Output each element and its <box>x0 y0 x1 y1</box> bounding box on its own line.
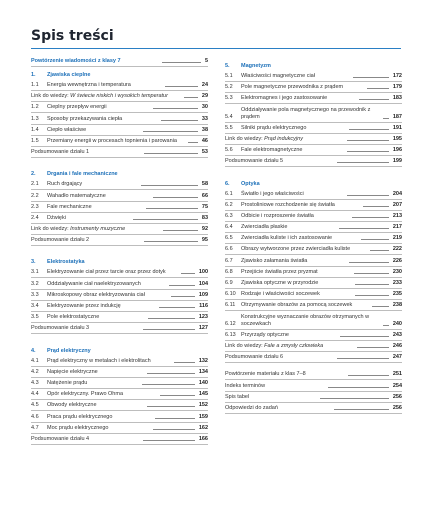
toc-entry-page: 213 <box>392 212 403 219</box>
toc-entry-page: 251 <box>392 371 402 378</box>
chapter-title: Elektrostatyka <box>47 259 85 266</box>
toc-entry-text: Ruch drgający <box>47 181 83 188</box>
toc-entry[interactable] <box>225 136 402 145</box>
toc-entry-number: 2.2 <box>31 192 39 199</box>
leader-line <box>347 151 389 152</box>
toc-entry-page: 33 <box>201 115 208 122</box>
leader-line <box>372 306 389 307</box>
page-title: Spis treści <box>31 28 114 44</box>
toc-entry-number: 2.1 <box>31 181 39 188</box>
toc-entry-text-prefix: Link do wiedzy: <box>225 342 265 349</box>
toc-entry[interactable] <box>225 95 402 104</box>
toc-entry-text: Dźwięki <box>47 214 66 221</box>
toc-entry[interactable] <box>31 127 208 136</box>
chapter-heading[interactable] <box>31 259 208 266</box>
toc-entry[interactable] <box>225 125 402 134</box>
toc-entry[interactable] <box>225 213 402 222</box>
toc-entry[interactable] <box>225 191 402 200</box>
toc-entry-number: 6.1 <box>225 190 233 197</box>
toc-summary-entry[interactable] <box>31 237 208 246</box>
toc-entry[interactable] <box>225 224 402 233</box>
leader-line <box>188 142 197 143</box>
toc-entry[interactable] <box>225 258 402 267</box>
toc-entry-text: Indeks terminów <box>225 382 266 389</box>
toc-entry[interactable] <box>225 107 402 123</box>
toc-entry-page: 83 <box>201 214 209 221</box>
toc-entry-text: Podsumowanie działu 6 <box>225 354 284 361</box>
toc-entry-page: 226 <box>392 257 402 264</box>
toc-entry-number: 6.2 <box>225 201 233 208</box>
toc-entry-page: 53 <box>201 149 208 156</box>
toc-entry-page: 256 <box>392 393 402 400</box>
leader-line <box>143 440 195 441</box>
toc-entry-number: 5.1 <box>225 73 233 79</box>
leader-line <box>161 120 198 121</box>
toc-summary-entry[interactable] <box>225 158 402 167</box>
leader-line <box>357 347 389 348</box>
toc-entry[interactable] <box>225 73 402 82</box>
toc-entry-page: 134 <box>198 368 208 375</box>
chapter-heading[interactable] <box>225 181 402 188</box>
toc-entry-text <box>31 226 161 233</box>
toc-entry[interactable] <box>225 291 402 300</box>
toc-entry-text: Podsumowanie działu 3 <box>31 325 90 332</box>
toc-entry-text: Odbicie i rozproszenie światła <box>241 212 314 219</box>
leader-line <box>383 325 389 326</box>
toc-entry-page: 235 <box>392 291 402 298</box>
toc-entry[interactable] <box>31 82 208 91</box>
toc-entry-text <box>225 343 355 350</box>
toc-summary-entry[interactable] <box>225 394 402 403</box>
toc-entry[interactable] <box>31 414 208 423</box>
toc-entry-page: 127 <box>198 325 208 332</box>
leader-line <box>383 118 389 119</box>
leader-line <box>165 86 198 87</box>
chapter-title: Magnetyzm <box>241 63 271 69</box>
toc-entry-text: Prostoliniowe rozchodzenie się światła <box>241 201 335 208</box>
toc-entry-number: 1.2 <box>31 104 39 111</box>
leader-line <box>155 418 195 419</box>
toc-entry-text: Elektryzowanie ciał przez tarcie oraz przez dotyk <box>47 269 166 276</box>
leader-line <box>153 197 198 198</box>
toc-entry-page: 247 <box>392 354 402 361</box>
leader-line <box>160 395 195 396</box>
toc-entry-text: Napięcie elektryczne <box>47 368 98 375</box>
toc-entry-page: 140 <box>198 379 208 386</box>
toc-entry-page: 109 <box>198 291 209 298</box>
toc-left-column <box>31 58 208 453</box>
toc-entry-text: Przemiany energii w procesach topnienia i parowania <box>47 137 177 144</box>
toc-entry[interactable] <box>225 269 402 278</box>
leader-line <box>141 185 198 186</box>
leader-line <box>349 262 389 263</box>
leader-line <box>181 273 195 274</box>
toc-entry-text: Opór elektryczny. Prawo Ohma <box>47 391 124 398</box>
toc-entry-text: Spis tabel <box>225 393 250 400</box>
toc-entry[interactable] <box>31 204 208 213</box>
toc-entry[interactable] <box>225 202 402 211</box>
toc-entry-text: Oddziaływanie ciał naelektryzowanych <box>47 280 141 287</box>
toc-entry-page: 217 <box>392 224 402 231</box>
toc-entry-number: 6.6 <box>225 246 233 253</box>
leader-line <box>320 398 389 399</box>
toc-entry-text: Podsumowanie działu 5 <box>225 158 284 165</box>
toc-entry-text: Konstrukcyjne wyznaczanie obrazów otrzymanych w soczewkach <box>241 313 370 327</box>
toc-entry-page: 222 <box>392 246 402 253</box>
toc-entry-text: Elektromagnes i jego zastosowanie <box>241 95 328 102</box>
leader-line <box>148 318 195 319</box>
toc-entry-number: 6.3 <box>225 212 233 219</box>
toc-entry-page: 145 <box>198 391 209 398</box>
toc-entry-text: Mikroskopowy obraz elektryzowania ciał <box>47 291 145 298</box>
toc-entry[interactable] <box>31 181 208 190</box>
toc-entry-text: Energia wewnętrzna i temperatura <box>47 82 131 88</box>
toc-entry[interactable] <box>225 84 402 93</box>
toc-entry[interactable] <box>31 116 208 125</box>
leader-line <box>174 362 195 363</box>
leader-line <box>337 358 389 359</box>
toc-entry-page: 116 <box>199 303 208 309</box>
toc-entry-page: 132 <box>198 357 208 364</box>
section-gap <box>31 248 208 254</box>
section-gap <box>31 337 208 343</box>
toc-entry-page: 66 <box>201 192 209 199</box>
toc-entry-text: Natężenie prądu <box>47 379 88 386</box>
toc-entry-page: 29 <box>201 93 209 100</box>
toc-summary-entry[interactable] <box>225 354 402 363</box>
chapter-number: 2. <box>31 171 36 178</box>
toc-entry-page: 92 <box>201 226 209 233</box>
toc-entry[interactable] <box>31 138 208 147</box>
toc-entry[interactable] <box>225 280 402 289</box>
leader-line <box>363 206 389 207</box>
leader-line <box>337 162 389 163</box>
toc-entry-page: 219 <box>392 235 402 242</box>
toc-entry-page: 230 <box>392 268 402 275</box>
toc-entry-number: 5.5 <box>225 124 233 131</box>
toc-entry-number: 4.2 <box>31 368 39 375</box>
toc-entry-page: 166 <box>198 435 208 442</box>
toc-entry-page: 207 <box>392 201 403 208</box>
toc-entry-page: 95 <box>201 237 208 244</box>
toc-entry-text: Powtórzenie wiadomości z klasy 7 <box>31 58 121 64</box>
toc-entry[interactable] <box>31 269 208 278</box>
toc-entry-number: 1.5 <box>31 137 39 144</box>
toc-entry-text: Przejście światła przez pryzmat <box>241 268 318 275</box>
toc-entry-page: 187 <box>392 113 402 120</box>
toc-entry-page: 254 <box>392 382 403 389</box>
leader-line <box>147 406 195 407</box>
toc-entry[interactable] <box>31 281 208 290</box>
toc-entry[interactable] <box>225 314 402 330</box>
toc-entry-text: Zjawiska optyczne w przyrodzie <box>241 280 319 286</box>
toc-entry[interactable] <box>31 303 208 312</box>
toc-entry-text: Podsumowanie działu 2 <box>31 237 90 244</box>
leader-line <box>328 387 389 388</box>
toc-entry[interactable] <box>31 391 208 400</box>
toc-entry-page: 104 <box>198 280 209 287</box>
toc-entry-page: 75 <box>201 203 209 210</box>
toc-entry-text: Moc prądu elektrycznego <box>47 424 109 431</box>
toc-entry-number: 3.4 <box>31 303 39 309</box>
toc-entry-page: 162 <box>198 424 209 431</box>
toc-summary-entry[interactable] <box>31 325 208 334</box>
chapter-number: 4. <box>31 347 36 354</box>
leader-line <box>146 208 198 209</box>
toc-entry[interactable] <box>31 369 208 378</box>
leader-line <box>133 219 198 220</box>
leader-line <box>162 62 201 63</box>
section-gap <box>31 447 208 453</box>
toc-entry-text-title: W świecie niskich i wysokich temperatur <box>70 93 168 100</box>
toc-entry[interactable] <box>225 246 402 255</box>
toc-entry-text: Silniki prądu elektrycznego <box>241 124 307 131</box>
toc-entry-number: 1.1 <box>31 82 39 88</box>
toc-entry[interactable] <box>225 147 402 156</box>
leader-line <box>171 296 195 297</box>
toc-entry-number: 2.3 <box>31 203 39 210</box>
leader-line <box>334 409 388 410</box>
toc-entry-page: 179 <box>392 84 402 91</box>
toc-entry-page: 196 <box>392 147 403 154</box>
toc-entry-number: 6.12 <box>225 320 236 327</box>
toc-entry-number: 1.4 <box>31 126 39 133</box>
leader-line <box>352 217 389 218</box>
toc-entry-page: 195 <box>392 135 402 142</box>
toc-entry-text-title: Prąd indukcyjny <box>264 135 303 142</box>
toc-entry-text-prefix: Link do wiedzy: <box>225 135 265 142</box>
leader-line <box>144 241 197 242</box>
leader-line <box>354 273 389 274</box>
leader-line <box>144 153 197 154</box>
toc-entry-text: Światło i jego właściwości <box>241 190 304 197</box>
toc-entry-text-title: Instrumenty muzyczne <box>70 226 126 233</box>
toc-entry[interactable] <box>225 332 402 341</box>
toc-entry-page: 199 <box>392 158 402 165</box>
toc-entry-text-prefix: Link do wiedzy: <box>31 93 71 100</box>
toc-entry-number: 5.2 <box>225 84 233 91</box>
toc-entry-page: 38 <box>201 126 209 133</box>
toc-entry-page: 233 <box>392 280 402 286</box>
section-gap <box>31 160 208 166</box>
toc-summary-entry[interactable] <box>31 149 208 158</box>
toc-entry-page: 183 <box>392 95 402 102</box>
toc-entry-text: Przyrządy optyczne <box>241 331 289 338</box>
toc-entry-number: 3.3 <box>31 291 39 298</box>
toc-entry-number: 4.4 <box>31 391 39 398</box>
leader-line <box>359 99 389 100</box>
toc-entry[interactable] <box>31 226 208 235</box>
toc-entry-page: 123 <box>198 314 208 321</box>
leader-line <box>169 285 195 286</box>
toc-entry-text <box>225 136 345 143</box>
toc-entry-number: 6.7 <box>225 257 233 264</box>
toc-entry-text: Fale mechaniczne <box>47 203 92 210</box>
toc-entry-number: 4.3 <box>31 379 39 386</box>
toc-entry-page: 240 <box>392 320 402 327</box>
toc-summary-entry[interactable] <box>225 405 402 414</box>
chapter-number: 5. <box>225 63 230 69</box>
title-divider <box>31 48 401 49</box>
toc-entry[interactable] <box>31 380 208 389</box>
toc-entry-text: Odpowiedzi do zadań <box>225 404 278 411</box>
toc-entry-text: Otrzymywanie obrazów za pomocą soczewek <box>241 302 353 309</box>
toc-entry-number: 6.5 <box>225 235 233 242</box>
toc-entry[interactable] <box>31 314 208 323</box>
toc-entry-number: 5.4 <box>225 113 233 120</box>
toc-entry-page: 238 <box>392 302 403 309</box>
toc-entry[interactable] <box>31 193 208 202</box>
toc-entry-text: Obwody elektryczne <box>47 402 97 409</box>
leader-line <box>143 329 195 330</box>
toc-summary-entry[interactable] <box>225 383 402 392</box>
toc-entry-number: 2.4 <box>31 214 39 221</box>
chapter-heading[interactable] <box>31 72 208 79</box>
toc-entry[interactable] <box>31 402 208 411</box>
toc-entry-number: 5.6 <box>225 147 233 154</box>
chapter-heading[interactable] <box>31 348 208 355</box>
leader-line <box>370 250 388 251</box>
toc-entry-text: Zwierciadła płaskie <box>241 224 288 231</box>
toc-entry-number: 1.3 <box>31 115 39 122</box>
toc-entry-number: 4.1 <box>31 357 39 364</box>
toc-entry-text: Cieplny przepływ energii <box>47 104 107 111</box>
toc-entry-number: 3.5 <box>31 314 39 321</box>
toc-entry-text: Wahadło matematyczne <box>47 192 106 199</box>
leader-line <box>153 108 198 109</box>
leader-line <box>147 373 195 374</box>
toc-entry-page: 46 <box>201 137 208 144</box>
toc-entry-text: Podsumowanie działu 1 <box>31 149 90 156</box>
toc-entry-text-title: Fale a zmysły człowieka <box>264 342 324 349</box>
chapter-number: 6. <box>225 180 230 187</box>
toc-entry-text: Obrazy wytworzone przez zwierciadła kuliste <box>241 246 351 253</box>
toc-entry[interactable] <box>31 93 208 102</box>
toc-entry-page: 243 <box>392 331 402 338</box>
chapter-title: Drgania i fale mechaniczne <box>47 171 118 178</box>
toc-entry-intro[interactable] <box>31 58 208 67</box>
leader-line <box>163 230 198 231</box>
toc-entry[interactable] <box>31 292 208 301</box>
toc-entry-number: 3.2 <box>31 280 39 287</box>
toc-entry-number: 6.11 <box>225 302 236 309</box>
leader-line <box>355 295 388 296</box>
toc-entry-text <box>31 93 182 100</box>
toc-entry-text: Prąd elektryczny w metalach i elektrolitach <box>47 357 151 364</box>
leader-line <box>349 129 389 130</box>
toc-entry-text: Sposoby przekazywania ciepła <box>47 115 123 122</box>
toc-entry-number: 4.7 <box>31 424 39 431</box>
chapter-heading[interactable] <box>225 63 402 70</box>
chapter-title: Prąd elektryczny <box>47 347 91 354</box>
toc-entry-page: 191 <box>392 124 402 131</box>
toc-entry-page: 246 <box>392 342 403 349</box>
toc-entry-page: 159 <box>198 413 208 420</box>
leader-line <box>159 307 195 308</box>
leader-line <box>361 239 388 240</box>
toc-entry-text: Elektryzowanie przez indukcję <box>47 303 121 309</box>
leader-line <box>339 228 389 229</box>
toc-entry[interactable] <box>225 235 402 244</box>
toc-entry-number: 6.8 <box>225 268 233 275</box>
toc-entry-page: 172 <box>392 73 402 79</box>
toc-entry-number: 3.1 <box>31 269 39 276</box>
leader-line <box>142 384 195 385</box>
chapter-title: Optyka <box>241 180 260 187</box>
toc-entry-number: 6.9 <box>225 280 233 286</box>
toc-entry[interactable] <box>225 343 402 352</box>
toc-entry-page: 30 <box>201 104 208 111</box>
toc-entry-number: 4.5 <box>31 402 39 409</box>
toc-entry-page: 58 <box>201 181 209 188</box>
toc-summary-entry[interactable] <box>225 371 402 380</box>
chapter-number: 1. <box>31 72 36 78</box>
toc-right-column <box>225 58 402 416</box>
toc-entry-page: 24 <box>201 82 209 88</box>
leader-line <box>355 284 389 285</box>
toc-summary-entry[interactable] <box>31 436 208 445</box>
leader-line <box>347 195 389 196</box>
toc-entry-number: 6.10 <box>225 291 236 298</box>
toc-entry-page: 152 <box>198 402 208 409</box>
toc-entry-text: Zwierciadła kuliste i ich zastosowanie <box>241 235 333 242</box>
toc-entry-text: Praca prądu elektrycznego <box>47 413 113 420</box>
toc-entry-text: Powtórzenie materiału z klas 7–8 <box>225 371 306 378</box>
toc-entry-text: Fale elektromagnetyczne <box>241 147 303 154</box>
toc-entry[interactable] <box>31 358 208 367</box>
leader-line <box>348 375 389 376</box>
leader-line <box>153 429 195 430</box>
toc-entry[interactable] <box>31 425 208 434</box>
leader-line <box>143 131 198 132</box>
toc-entry-page: 204 <box>392 190 403 197</box>
leader-line <box>347 140 389 141</box>
toc-entry[interactable] <box>225 302 402 311</box>
chapter-heading[interactable] <box>31 171 208 178</box>
toc-entry-text: Pole magnetyczne przewodnika z prądem <box>241 84 344 91</box>
toc-entry[interactable] <box>31 215 208 224</box>
toc-entry-text: Oddziaływanie pola magnetycznego na przewodnik z prądem <box>241 106 371 120</box>
toc-entry-page: 100 <box>198 269 209 276</box>
leader-line <box>184 97 198 98</box>
toc-entry-number: 5.3 <box>225 95 233 102</box>
leader-line <box>353 77 389 78</box>
toc-entry-text: Ciepło właściwe <box>47 126 87 133</box>
toc-entry-number: 4.6 <box>31 413 39 420</box>
toc-entry-number: 6.13 <box>225 331 236 338</box>
toc-entry-text: Rodzaje i właściwości soczewek <box>241 291 320 298</box>
section-gap <box>225 170 402 176</box>
toc-entry-text: Zjawisko załamania światła <box>241 257 308 264</box>
toc-entry-page: 256 <box>392 404 402 411</box>
toc-entry-text-prefix: Link do wiedzy: <box>31 226 71 233</box>
leader-line <box>340 336 389 337</box>
toc-entry-page: 5 <box>204 58 208 64</box>
toc-entry[interactable] <box>31 104 208 113</box>
chapter-number: 3. <box>31 259 36 266</box>
toc-entry-text: Podsumowanie działu 4 <box>31 435 90 442</box>
chapter-title: Zjawiska cieplne <box>47 72 91 78</box>
toc-entry-number: 6.4 <box>225 224 233 231</box>
leader-line <box>367 88 389 89</box>
toc-entry-text: Właściwości magnetyczne ciał <box>241 73 315 79</box>
toc-entry-text: Pole elektrostatyczne <box>47 314 100 321</box>
